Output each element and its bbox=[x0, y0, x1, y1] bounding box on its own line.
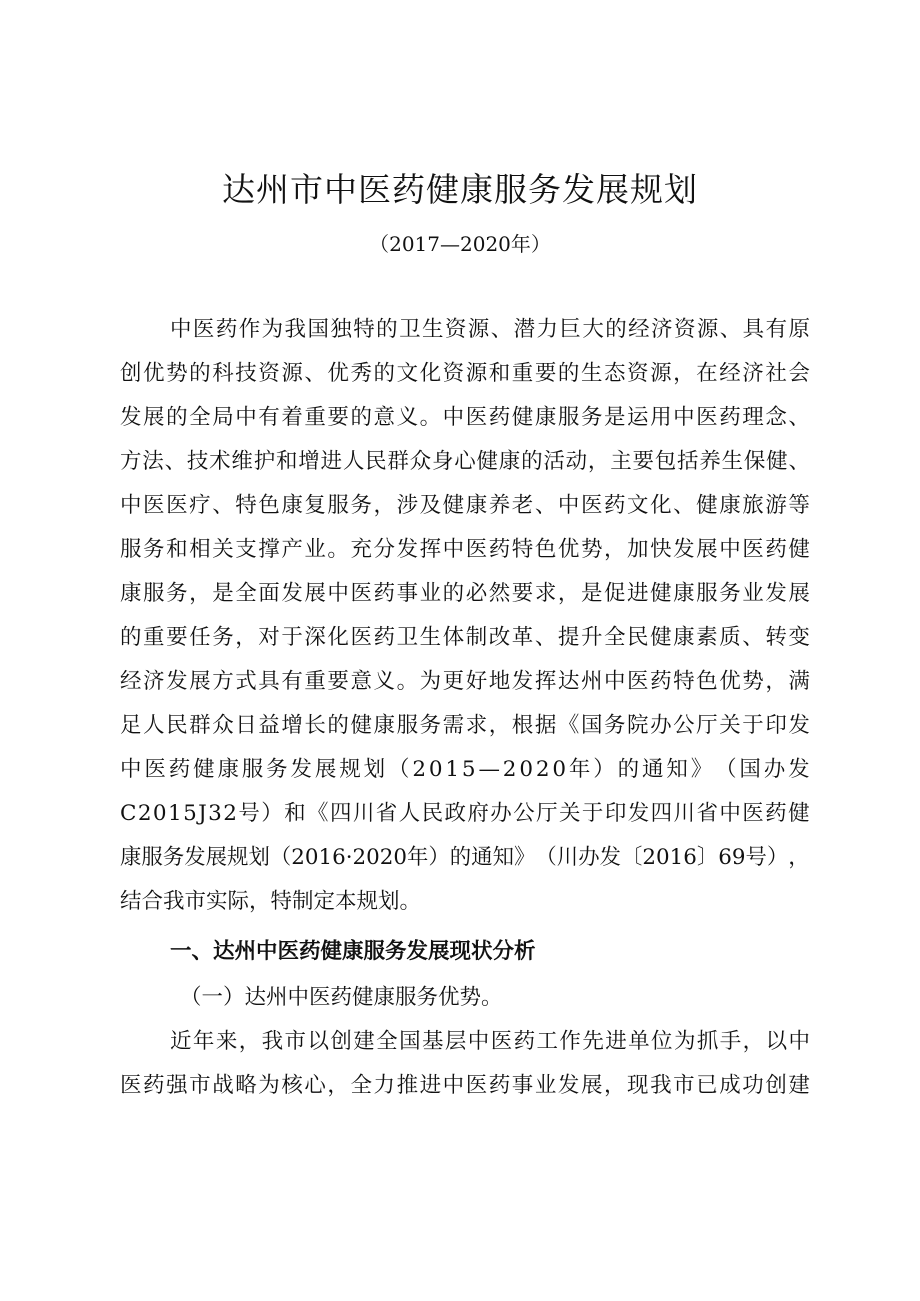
paragraph-line: 服 务 和 相 关 支 撑 产 业 。 充 分 发 挥 中 医 药 特 色 优 势 ， 加 快 发 展 中 医 药 健 bbox=[120, 537, 810, 562]
document-subtitle: （2017—2020年） bbox=[369, 232, 551, 256]
section-heading: 一、达州中医药健康服务发展现状分析 bbox=[170, 939, 536, 964]
paragraph-line: 的 重 要 任 务 ， 对 于 深 化 医 药 卫 生 体 制 改 革 、 提 升 全 民 健 康 素 质 、 转 变 bbox=[120, 625, 810, 650]
paragraph-line: 足 人 民 群 众 日 益 增 长 的 健 康 服 务 需 求 ， 根 据 《 国 务 院 办 公 厅 关 于 印 发 bbox=[120, 713, 810, 738]
paragraph-line: 发 展 的 全 局 中 有 着 重 要 的 意 义 。 中 医 药 健 康 服 务 是 运 用 中 医 药 理 念 、 bbox=[120, 405, 810, 430]
paragraph-line: 结合我市实际，特制定本规划。 bbox=[120, 889, 422, 914]
paragraph-line: 中 医 药 健 康 服 务 发 展 规 划 （ 2 0 1 5 — 2 0 2 0 年 ） 的 通 知 》 （ 国 办 发 bbox=[120, 757, 810, 782]
document-title: 达州市中医药健康服务发展规划 bbox=[222, 170, 698, 209]
paragraph-line: 医 药 强 市 战 略 为 核 心 ， 全 力 推 进 中 医 药 事 业 发 展 ， 现 我 市 已 成 功 创 建 bbox=[120, 1073, 810, 1098]
paragraph-line: 中 医 药 作 为 我 国 独 特 的 卫 生 资 源 、 潜 力 巨 大 的 经 济 资 源 、 具 有 原 bbox=[170, 317, 810, 342]
paragraph-line: 经 济 发 展 方 式 具 有 重 要 意 义 。 为 更 好 地 发 挥 达 州 中 医 药 特 色 优 势 ， 满 bbox=[120, 669, 810, 694]
paragraph-line: 创 优 势 的 科 技 资 源 、 优 秀 的 文 化 资 源 和 重 要 的 生 态 资 源 ， 在 经 济 社 会 bbox=[120, 361, 810, 386]
paragraph-line: 中 医 医 疗 、 特 色 康 复 服 务 ， 涉 及 健 康 养 老 、 中 医 药 文 化 、 健 康 旅 游 等 bbox=[120, 493, 810, 518]
paragraph-line: 康 服 务 发 展 规 划 （ 2 0 1 6 · 2 0 2 0 年 ） 的 通 知 》 （ 川 办 发 〔 2 0 1 6 〕 6 9 号 ） ， bbox=[120, 845, 810, 870]
paragraph-line: 康 服 务 ， 是 全 面 发 展 中 医 药 事 业 的 必 然 要 求 ， 是 促 进 健 康 服 务 业 发 展 bbox=[120, 581, 810, 606]
paragraph-line: C 2 0 1 5 J 3 2 号 ） 和 《 四 川 省 人 民 政 府 办 公 厅 关 于 印 发 四 川 省 中 医 药 健 bbox=[120, 801, 810, 826]
paragraph-line: 近 年 来 ， 我 市 以 创 建 全 国 基 层 中 医 药 工 作 先 进 单 位 为 抓 手 ， 以 中 bbox=[170, 1029, 810, 1054]
subsection-heading: （一）达州中医药健康服务优势。 bbox=[180, 985, 503, 1010]
paragraph-line: 方 法 、 技 术 维 护 和 增 进 人 民 群 众 身 心 健 康 的 活 动 ， 主 要 包 括 养 生 保 健 、 bbox=[120, 449, 810, 474]
